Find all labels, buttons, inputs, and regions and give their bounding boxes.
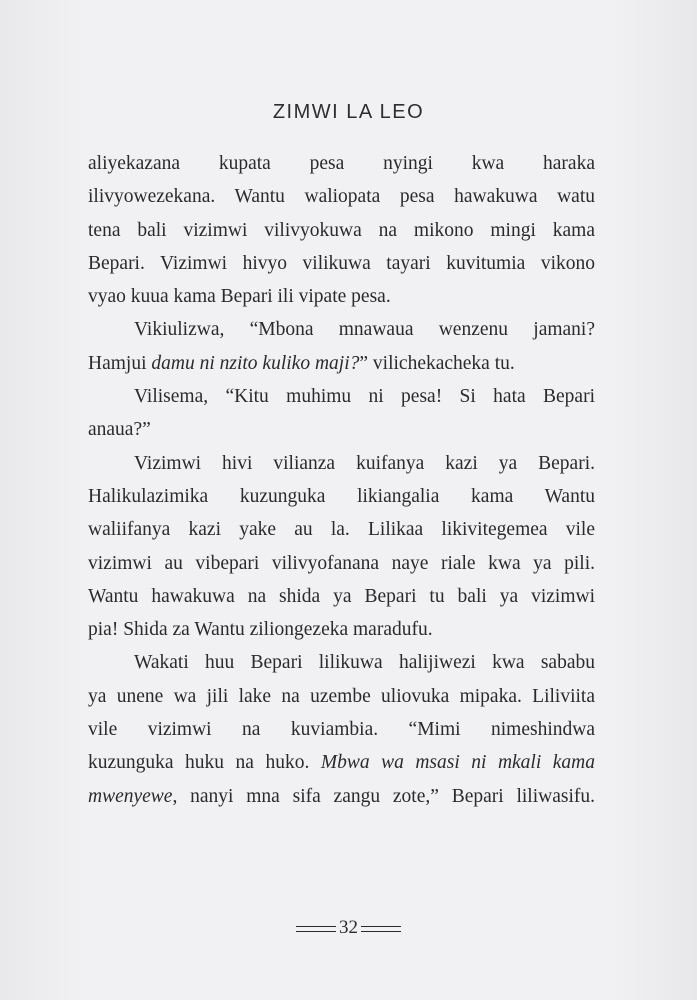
text-run: , nanyi mna sifa zangu zote,” Bepari liliwasifu. bbox=[172, 785, 595, 807]
text-line: tena bali vizimwi vilivyokuwa na mikono mingi kama bbox=[88, 219, 595, 241]
folio-rule-right bbox=[361, 926, 401, 932]
text-line: Vizimwi hivi vilianza kuifanya kazi ya Bepari. bbox=[134, 452, 595, 474]
text-line-with-italic bbox=[88, 347, 595, 380]
text-line: ya unene wa jili lake na uzembe uliovuka mipaka. Liliviita bbox=[88, 685, 595, 707]
page-number bbox=[0, 917, 697, 939]
text-line: anaua?” bbox=[88, 419, 151, 441]
text-line: vile vizimwi na kuviambia. “Mimi nimeshindwa bbox=[88, 719, 595, 741]
text-line: Vilisema, “Kitu muhimu ni pesa! Si hata Bepari bbox=[134, 386, 595, 408]
text-line: Bepari. Vizimwi hivyo vilikuwa tayari kuvitumia vikono bbox=[88, 252, 595, 274]
text-run: ” vilichekacheka tu. bbox=[359, 352, 515, 374]
text-line: Wakati huu Bepari lilikuwa halijiwezi kwa sababu bbox=[134, 652, 595, 674]
text-run: Hamjui bbox=[88, 352, 152, 374]
text-line: ilivyowezekana. Wantu waliopata pesa hawakuwa watu bbox=[88, 186, 595, 208]
italic-phrase: mwenyewe bbox=[88, 785, 173, 807]
running-head: ZIMWI LA LEO bbox=[272, 101, 425, 123]
italic-phrase: damu ni nzito kuliko maji? bbox=[151, 352, 360, 374]
text-line: waliifanya kazi yake au la. Lilikaa likivitegemea vile bbox=[88, 519, 595, 541]
text-line: Vikiulizwa, “Mbona mnawaua wenzenu jamani? bbox=[134, 319, 595, 341]
folio-rule-left bbox=[296, 926, 336, 932]
italic-phrase: Mbwa wa msasi ni mkali kama bbox=[320, 752, 595, 774]
text-line: vyao kuua kama Bepari ili vipate pesa. bbox=[88, 286, 391, 308]
text-line-with-italic bbox=[88, 780, 595, 813]
text-line: Wantu hawakuwa na shida ya Bepari tu bali ya vizimwi bbox=[88, 585, 595, 607]
text-line: pia! Shida za Wantu ziliongezeka maradufu. bbox=[88, 619, 433, 641]
text-line: vizimwi au vibepari vilivyofanana naye riale kwa ya pili. bbox=[88, 552, 595, 574]
text-run: kuzunguka huku na huko. bbox=[88, 752, 321, 774]
body-text bbox=[88, 147, 595, 813]
text-line-with-italic bbox=[88, 746, 595, 779]
text-line: Halikulazimika kuzunguka likiangalia kama Wantu bbox=[88, 485, 595, 507]
page-number-text: 32 bbox=[339, 917, 358, 938]
text-line: aliyekazana kupata pesa nyingi kwa haraka bbox=[88, 153, 595, 174]
